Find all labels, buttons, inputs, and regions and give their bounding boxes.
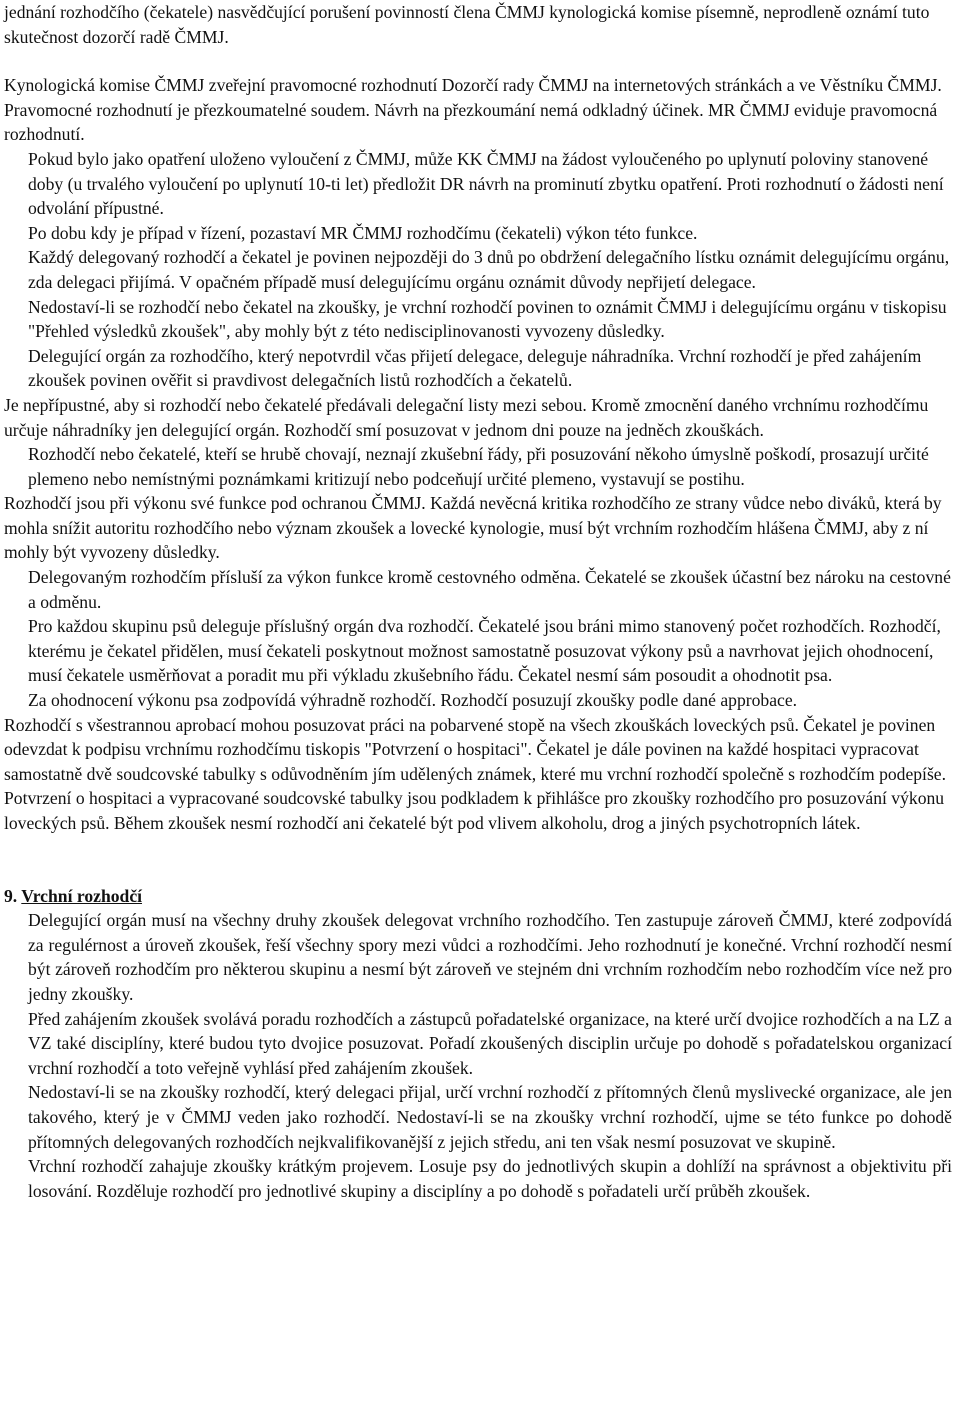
section-heading	[4, 884, 952, 909]
paragraph: Za ohodnocení výkonu psa zodpovídá výhradně rozhodčí. Rozhodčí posuzují zkoušky podle dané approbace.	[28, 690, 798, 711]
section-vrchni-rozhodci	[4, 884, 952, 1204]
paragraph: Je nepřípustné, aby si rozhodčí nebo čekatelé předávali delegační listy mezi sebou. Kromě zmocnění daného vrchnímu rozhodčímu určuje náhradníky jen delegující orgán. Rozhodčí smí posuzovat v jednom dni pouze na jedněch zkouškách.	[4, 394, 929, 440]
paragraph: Každý delegovaný rozhodčí a čekatel je povinen nejpozději do 3 dnů po obdržení delegačního lístku oznámit delegujícímu orgánu, zda delegaci přijímá. V opačném případě musí delegujícímu orgánu oznámit důvody nepřijetí delegace.	[28, 247, 950, 292]
paragraph: Rozhodčí jsou při výkonu své funkce pod ochranou ČMMJ. Každá nevěcná kritika rozhodčího ze strany vůdce nebo diváků, která by mohla snížit autoritu rozhodčího nebo význam zkoušek a lovecké kynologie, musí být vrchním rozhodčím hlášena ČMMJ, aby z ní mohly být vyvozeny důsledky.	[4, 493, 942, 563]
section-title: Vrchní rozhodčí	[21, 885, 143, 906]
paragraph: Nedostaví-li se rozhodčí nebo čekatel na zkoušky, je vrchní rozhodčí povinen to oznámit ČMMJ i delegujícímu orgánu v tiskopisu "Přehled výsledků zkoušek", aby mohly být z této nedisciplinovanosti vyvozeny důsledky.	[28, 296, 947, 342]
paragraph: Rozhodčí s všestrannou aprobací mohou posuzovat práci na pobarvené stopě na všech zkouškách loveckých psů. Čekatel je povinen odevzdat k podpisu vrchnímu rozhodčímu tiskopis "Potvrzení o hospitaci". Čekatel je dále povinen na každé hospitaci vypracovat samostatně dvě soudcovské tabulky s odůvodněním jím udělených známek, které mu vrchní rozhodčí společně s rozhodčím podepíše. Potvrzení o hospitaci a vypracované soudcovské tabulky jsou podkladem k přihlášce pro zkoušky rozhodčího pro posuzování výkonu loveckých psů. Během zkoušek nesmí rozhodčí ani čekatelé být pod vlivem alkoholu, drog a jiných psychotropních látek.	[4, 714, 947, 833]
paragraph: Delegující orgán musí na všechny druhy zkoušek delegovat vrchního rozhodčího. Ten zastupuje zároveň ČMMJ, které zodpovídá za regulérnost a úroveň zkoušek, řeší všechny spory mezi vůdci a rozhodčími. Jeho rozhodnutí je konečné. Vrchní rozhodčí nesmí být zároveň rozhodčím pro některou skupinu a nesmí být zároveň ve stejném dni vrchním rozhodčím nebo rozhodčím více než pro jedny zkoušky.	[28, 910, 952, 1004]
paragraph-block-top	[4, 0, 952, 836]
section-number: 9.	[4, 885, 18, 906]
paragraph: Vrchní rozhodčí zahajuje zkoušky krátkým projevem. Losuje psy do jednotlivých skupin a dohlíží na správnost a objektivitu při losování. Rozděluje rozhodčí pro jednotlivé skupiny a disciplíny a po dohodě s pořadateli určí průběh zkoušek.	[28, 1156, 952, 1201]
paragraph: Před zahájením zkoušek svolává poradu rozhodčích a zástupců pořadatelské organizace, na které určí dvojice rozhodčích a na LZ a VZ také disciplíny, které budou tyto dvojice posuzovat. Pořadí zkoušených disciplin určuje po dohodě s pořadatelskou organizací vrchní rozhodčí a toto veřejně vyhlásí před zahájením zkoušek.	[28, 1008, 952, 1078]
paragraph: Nedostaví-li se na zkoušky rozhodčí, který delegaci přijal, určí vrchní rozhodčí z přítomných členů myslivecké organizace, ale jen takového, který je v ČMMJ veden jako rozhodčí. Nedostaví-li se na zkoušky vrchní rozhodčí, ujme se této funkce po dohodě přítomných delegovaných rozhodčích nejkvalifikovanější z jejich středu, ani ten však nesmí posuzovat ve skupině.	[28, 1082, 952, 1152]
paragraph: Pokud bylo jako opatření uloženo vyloučení z ČMMJ, může KK ČMMJ na žádost vyloučeného po uplynutí poloviny stanovené doby (u trvalého vyloučení po uplynutí 10-ti let) předložit DR návrh na prominutí zbytku opatření. Proti rozhodnutí o žádosti není odvolání přípustné.	[28, 148, 944, 219]
paragraph: Delegovaným rozhodčím přísluší za výkon funkce kromě cestovného odměna. Čekatelé se zkoušek účastní bez nároku na cestovné a odměnu.	[28, 567, 951, 612]
paragraph: Kynologická komise ČMMJ zveřejní pravomocné rozhodnutí Dozorčí rady ČMMJ na internetových stránkách a ve Věstníku ČMMJ.	[4, 75, 942, 96]
paragraph: Delegující orgán za rozhodčího, který nepotvrdil včas přijetí delegace, deleguje náhradníka. Vrchní rozhodčí je před zahájením zkoušek povinen ověřit si pravdivost delegačních listů rozhodčích a čekatelů.	[28, 345, 922, 391]
paragraph: jednání rozhodčího (čekatele) nasvědčující porušení povinností člena ČMMJ kynologická komise písemně, neprodleně oznámí tuto skutečnost dozorčí radě ČMMJ.	[4, 2, 930, 47]
paragraph: Pro každou skupinu psů deleguje příslušný orgán dva rozhodčí. Čekatelé jsou bráni mimo stanovený počet rozhodčích. Rozhodčí, kterému je čekatel přidělen, musí čekateli poskytnout možnost samostatně posuzovat výkony psů a navrhovat jejich ohodnocení, musí čekatele usměrňovat a poradit mu při výkladu zkušebního řádu. Čekatel nesmí sám posoudit a ohodnotit psa.	[28, 616, 941, 686]
paragraph: Rozhodčí nebo čekatelé, kteří se hrubě chovají, neznají zkušební řády, při posuzování někoho úmyslně poškodí, prosazují určité plemeno nebo nemístnými poznámkami kritizují nebo podceňují určité plemeno, vystavují se postihu.	[28, 444, 929, 489]
paragraph: Po dobu kdy je případ v řízení, pozastaví MR ČMMJ rozhodčímu (čekateli) výkon této funkce.	[28, 222, 698, 243]
paragraph: Pravomocné rozhodnutí je přezkoumatelné soudem. Návrh na přezkoumání nemá odkladný účinek. MR ČMMJ eviduje pravomocná rozhodnutí.	[4, 99, 938, 145]
